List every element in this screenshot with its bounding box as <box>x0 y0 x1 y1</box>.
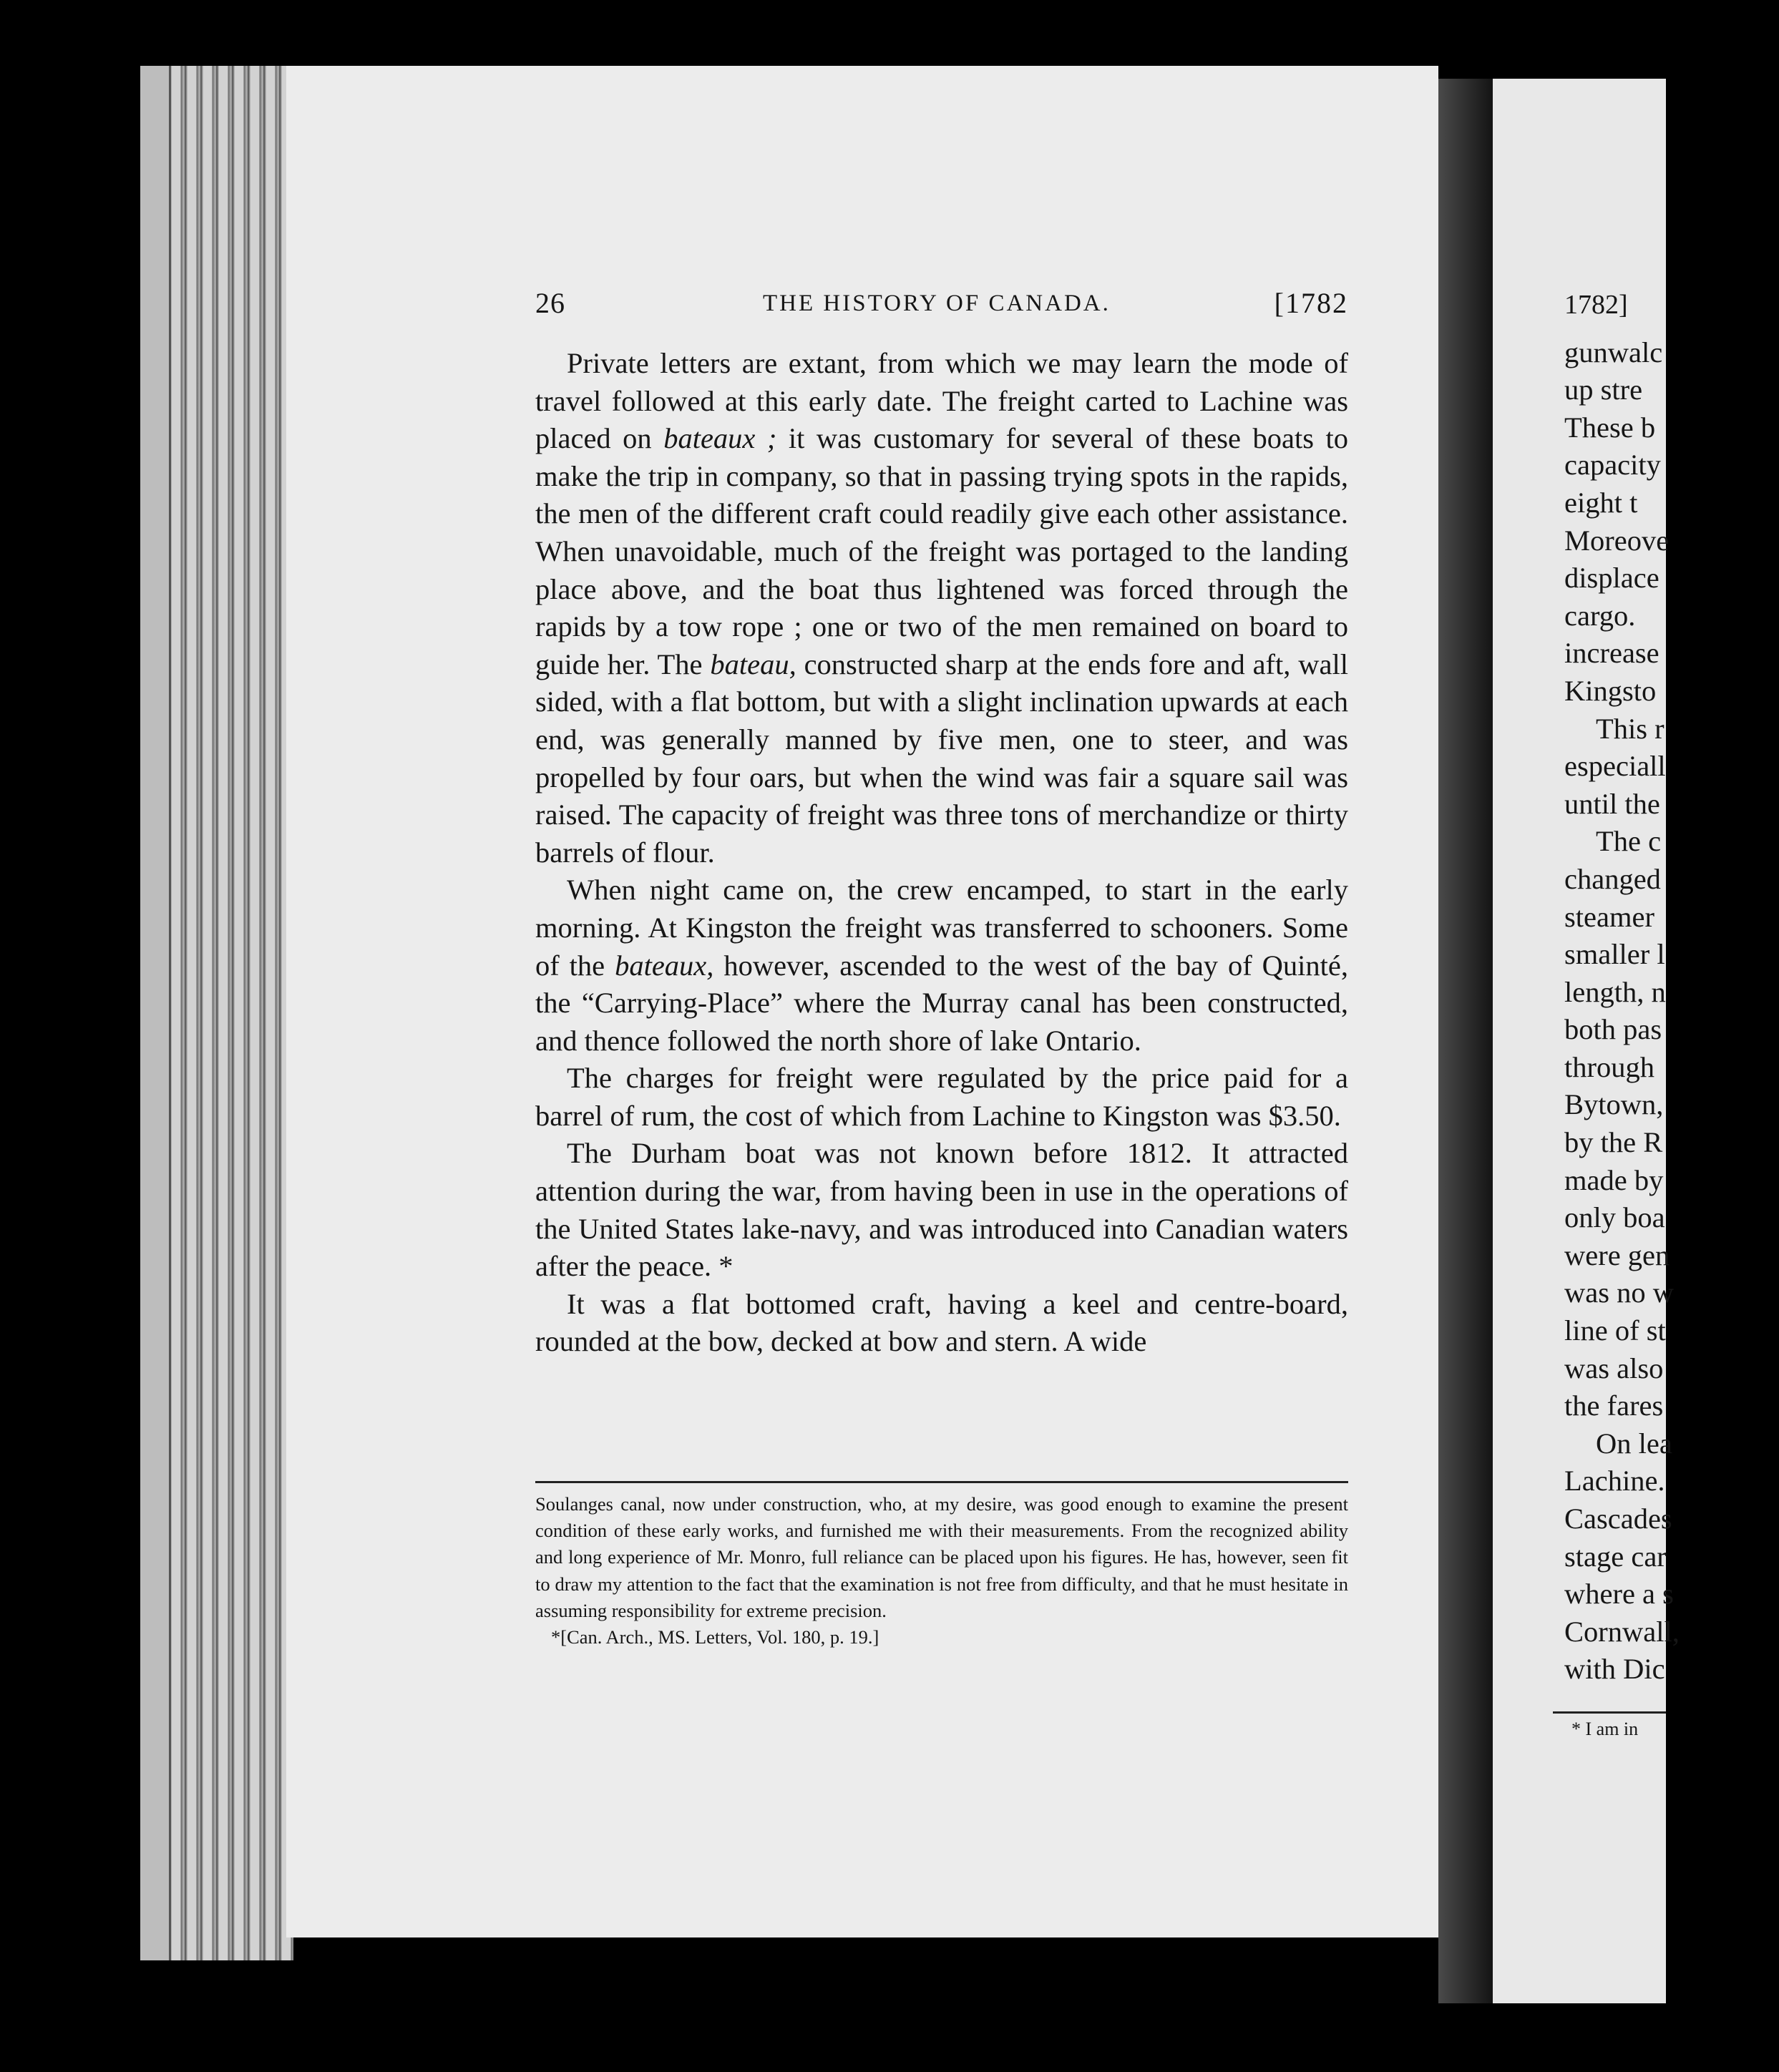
right-page-line: up stre <box>1564 373 1643 406</box>
right-footnote-divider <box>1553 1711 1666 1714</box>
right-page-line: only boa <box>1564 1201 1665 1234</box>
right-page-line: On lea <box>1596 1427 1672 1460</box>
right-running-year: 1782] <box>1564 290 1628 320</box>
footnotes <box>535 1491 1348 1651</box>
paragraph: Private letters are extant, from which we may learn the mode of travel followed at this early date. The freight carted to Lachine was placed on bateaux ; it was customary for several of these boats to make the trip in company, so that in passing trying spots in the rapids, the men of the different craft could readily give each other assistance. When unavoidable, much of the freight was portaged to the landing place above, and the boat thus lightened was forced through the rapids by a tow rope ; one or two of the men remained on board to guide her. The bateau, constructed sharp at the ends fore and aft, wall sided, with a flat bottom, but with a slight inclination upwards at each end, was generally manned by five men, one to steer, and was propelled by four oars, but when the wind was fair a square sail was raised. The capacity of freight was three tons of merchandize or thirty barrels of flour. <box>535 347 1348 869</box>
right-page-line: both pas <box>1564 1013 1662 1046</box>
right-page-line: cargo. <box>1564 599 1636 632</box>
right-page-line: Kingsto <box>1564 674 1657 707</box>
right-page-line: These b <box>1564 411 1656 444</box>
right-footnote: * I am in <box>1571 1719 1639 1739</box>
paragraph: The charges for freight were regulated by the price paid for a barrel of rum, the cost of which from Lachine to Kingston was $3.50. <box>535 1062 1348 1132</box>
right-page-line: This r <box>1596 712 1665 745</box>
right-page-line: capacity <box>1564 449 1661 482</box>
right-page-line: eight t <box>1564 486 1638 519</box>
right-page-line: increase <box>1564 637 1659 670</box>
book-gutter <box>1438 79 1493 2003</box>
italic-term: bateau, <box>710 648 796 680</box>
right-page-line: changed <box>1564 862 1661 895</box>
right-page-line: gunwalc <box>1564 336 1663 368</box>
right-page-line: length, n <box>1564 975 1666 1008</box>
right-page-line: until the <box>1564 787 1660 820</box>
running-title: THE HISTORY OF CANADA. <box>763 290 1111 316</box>
body-text <box>535 345 1348 1361</box>
right-page-text <box>1564 286 1779 1689</box>
right-page-line: line of st <box>1564 1314 1666 1347</box>
running-year: [1782 <box>1274 287 1348 319</box>
right-page-line: Cascades <box>1564 1502 1672 1535</box>
footnote-text: Soulanges canal, now under construction, who, at my desire, was good enough to examine the present condition of these early works, and furnished me with their measurements. From the recognized ability and long experience of Mr. Monro, full reliance can be placed upon his figures. He has, however, seen fit to draw my attention to the fact that the examination is not free from difficulty, and that he must hesitate in assuming responsibility for extreme precision. <box>535 1493 1348 1621</box>
running-head <box>535 286 1348 329</box>
right-page-lines <box>1564 334 1779 1689</box>
right-page-line: by the R <box>1564 1126 1663 1159</box>
right-page-line: Lachine. <box>1564 1465 1665 1497</box>
right-page-line: was no w <box>1564 1276 1674 1309</box>
footnote-divider <box>535 1481 1348 1483</box>
right-page-line: Moreove <box>1564 524 1670 557</box>
right-page-line: especiall <box>1564 750 1666 783</box>
page-number: 26 <box>535 287 565 319</box>
right-page-line: with Dic <box>1564 1653 1665 1686</box>
right-page-line: Bytown, <box>1564 1088 1664 1121</box>
italic-term: bateaux, <box>615 949 714 982</box>
right-page-line: the fares <box>1564 1389 1664 1422</box>
right-page-line: The c <box>1596 825 1662 858</box>
footnote-citation: *[Can. Arch., MS. Letters, Vol. 180, p. 19.] <box>551 1626 879 1648</box>
book-board-edge <box>140 66 171 1960</box>
right-page-line: stage car <box>1564 1540 1667 1573</box>
right-page-line: steamer <box>1564 900 1654 933</box>
italic-term: bateaux ; <box>663 422 777 455</box>
right-page-line: made by <box>1564 1163 1664 1196</box>
right-page-line: where a s <box>1564 1578 1674 1611</box>
paragraph: When night came on, the crew encamped, to start in the early morning. At Kingston the freight was transferred to schooners. Some of the bateaux, however, ascended to the west of the bay of Quinté, the “Carrying-Place” where the Murray canal has been constructed, and thence followed the north shore of lake Ontario. <box>535 874 1348 1057</box>
paragraph: It was a flat bottomed craft, having a keel and centre-board, rounded at the bow, decked at bow and stern. A wide <box>535 1287 1348 1358</box>
paragraph: The Durham boat was not known before 1812. It attracted attention during the war, from having been in use in the operations of the United States lake-navy, and was introduced into Canadian waters after the peace. * <box>535 1137 1348 1283</box>
right-page-line: displace <box>1564 562 1659 595</box>
right-page-line: was also <box>1564 1352 1664 1384</box>
right-page-line: were gen <box>1564 1238 1670 1271</box>
right-page-line: Cornwall, <box>1564 1615 1680 1648</box>
right-page-line: smaller l <box>1564 938 1665 971</box>
right-page-line: through <box>1564 1050 1654 1083</box>
